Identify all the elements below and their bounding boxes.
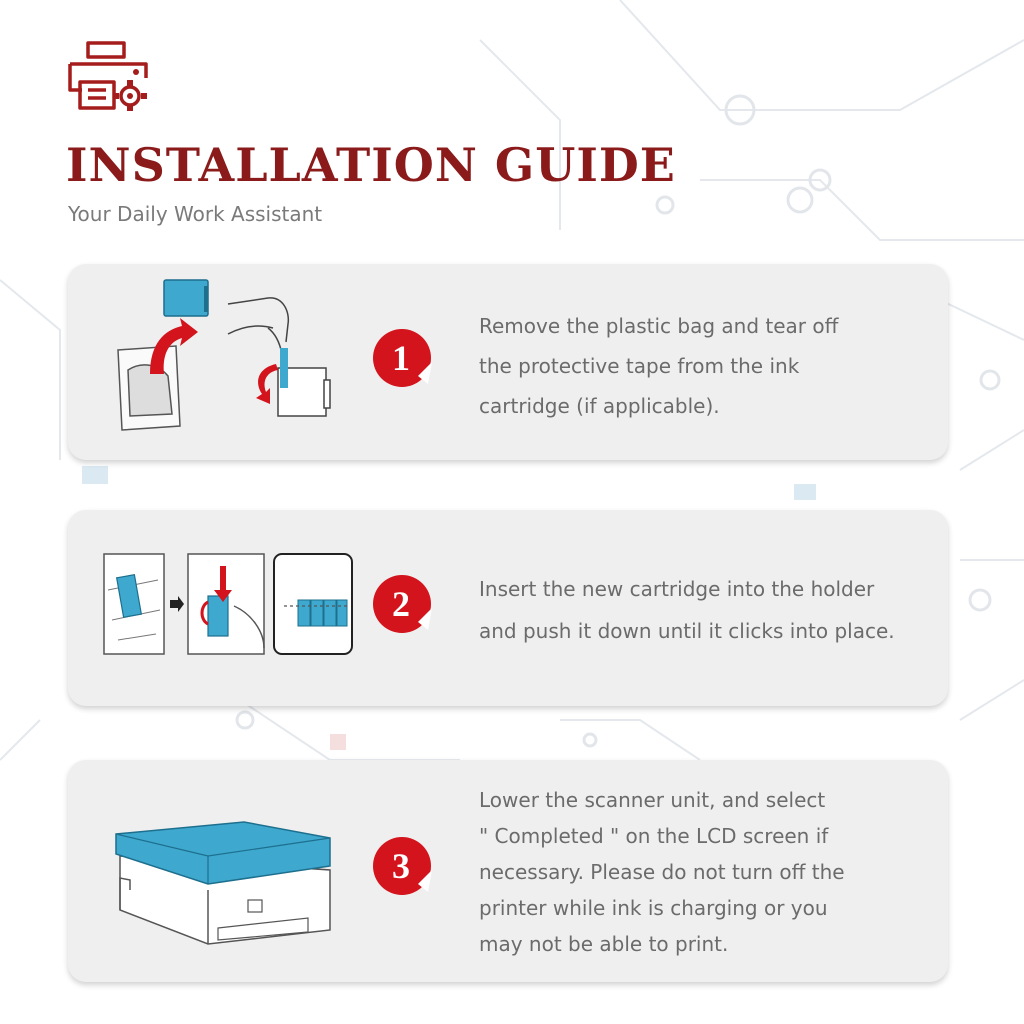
step-text-line: Insert the new cartridge into the holder <box>479 577 875 601</box>
step-text-line: may not be able to print. <box>479 932 729 956</box>
step-number: 3 <box>392 846 410 886</box>
step-text-line: and push it down until it clicks into place. <box>479 619 895 643</box>
step-text-line: necessary. Please do not turn off the <box>479 860 845 884</box>
step-text-line: cartridge (if applicable). <box>479 394 720 418</box>
page-title: INSTALLATION GUIDE <box>66 138 676 192</box>
printer-illustration <box>68 760 368 982</box>
step-number-badge <box>370 834 434 898</box>
printer-gear-icon <box>66 40 152 112</box>
page-subtitle: Your Daily Work Assistant <box>68 202 323 226</box>
step-text-line: " Completed " on the LCD screen if <box>479 824 829 848</box>
step-text-line: the protective tape from the ink <box>479 354 800 378</box>
step-number-badge <box>370 326 434 390</box>
step-number: 1 <box>392 338 410 378</box>
step-card-1 <box>68 264 948 460</box>
step-card-3 <box>68 760 948 982</box>
step-text-line: printer while ink is charging or you <box>479 896 828 920</box>
remove-tape-illustration <box>68 264 368 460</box>
insert-cartridge-illustration <box>68 510 368 706</box>
step-number: 2 <box>392 584 410 624</box>
step-text-line: Lower the scanner unit, and select <box>479 788 826 812</box>
step-card-2 <box>68 510 948 706</box>
step-text-line: Remove the plastic bag and tear off <box>479 314 839 338</box>
step-number-badge <box>370 572 434 636</box>
